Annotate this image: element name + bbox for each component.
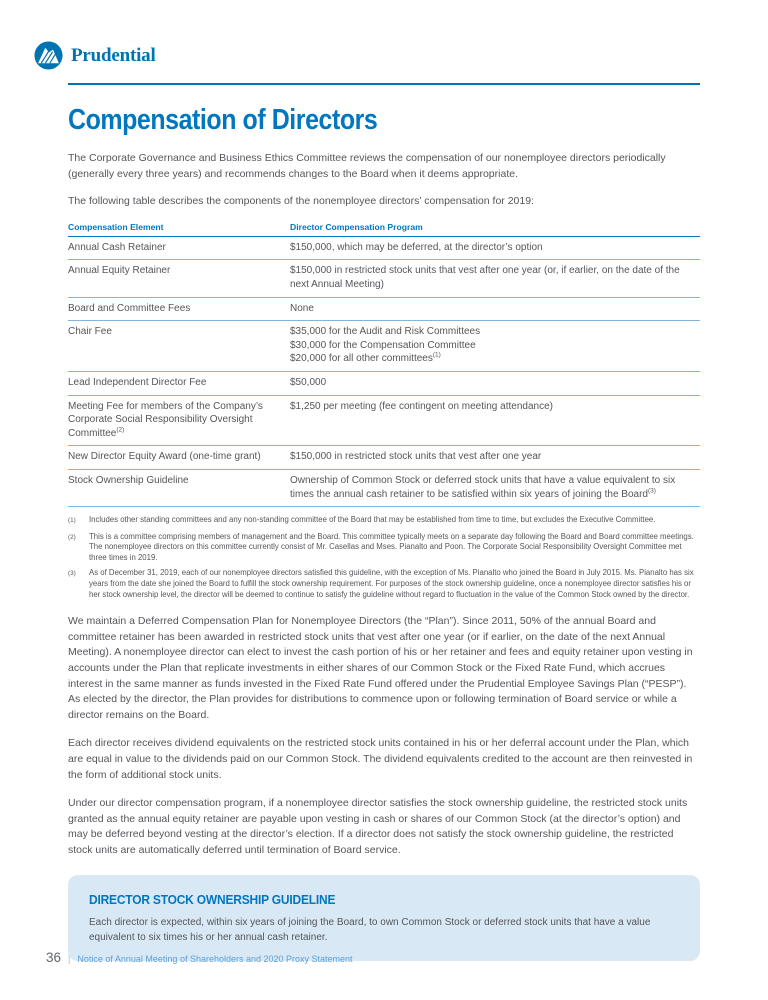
header-divider-rule [68,83,700,85]
column-header-compensation-element: Compensation Element [68,222,290,237]
paragraph-dividend-equivalents: Each director receives dividend equivalents on the restricted stock units contained in his or her deferral account under the Plan, which are equal in value to the dividends paid on our Common Stock. The dividend equivalents credited to the account are then reinvested in the form of additional stock units. [68,737,693,781]
main-content [68,104,700,961]
cell-program: $150,000 in restricted stock units that vest after one year [290,446,700,470]
callout-body: Each director is expected, within six years of joining the Board, to own Common Stock or deferred stock units that have a value equivalent to six times his or her annual cash retainer. [89,916,651,943]
footnote-marker: (2) [68,533,76,541]
fee-line: $35,000 for the Audit and Risk Committees [290,326,481,338]
cell-element: Meeting Fee for members of the Company’s Corporate Social Responsibility Oversight Committee$^{(2)}$ [68,395,290,446]
cell-program: None [290,297,700,321]
footnote-text: As of December 31, 2019, each of our nonemployee directors satisfied this guideline, with the exception of Ms. Pianalto who joined the Board in July 2015. Ms. Pianalto has six years from the date she joined the Board to fulfill the stock ownership requirement. For purposes of the stock ownership guideline, once a nonemployee director satisfies his or her stock ownership level, the director will be deemed to continue to satisfy the guideline without regard to fluctuation in the value of the Common Stock owned by the director. [89,568,694,599]
callout-title: DIRECTOR STOCK OWNERSHIP GUIDELINE [89,891,336,907]
intro-paragraph: The Corporate Governance and Business Ethics Committee reviews the compensation of our nonemployee directors periodically (generally every three years) and recommends changes to the Board when it deems appropriate. [68,152,666,180]
page-title: Compensation of Directors [68,104,378,136]
footnote-ref-2: (2) [116,426,125,434]
cell-element: Annual Equity Retainer [68,260,290,297]
cell-element: Lead Independent Director Fee [68,371,290,395]
director-stock-ownership-guideline-callout [68,875,700,961]
cell-element: Board and Committee Fees [68,297,290,321]
page-footer [46,950,353,965]
cell-element: Chair Fee [68,321,290,372]
cell-program: $150,000, which may be deferred, at the director’s option [290,236,700,260]
fee-line: $20,000 for all other committees$^{(1)}$ [290,352,441,365]
cell-element: Annual Cash Retainer [68,236,290,260]
footnote-3 [68,568,700,600]
table-row [68,321,700,372]
footnote-marker: (3) [68,570,76,578]
cell-program [290,321,700,372]
footnote-2 [68,532,700,564]
table-row [68,446,700,470]
footer-divider: | [68,954,71,964]
table-row [68,395,700,446]
footer-text: Notice of Annual Meeting of Shareholders and 2020 Proxy Statement [77,954,353,964]
table-row [68,469,700,506]
body-paragraphs [68,614,700,858]
footnotes-section [68,515,700,600]
table-row [68,297,700,321]
prudential-rock-logo-icon [34,41,63,70]
table-header-row [68,222,700,237]
brand-name: Prudential [71,44,156,66]
table-row [68,371,700,395]
table-lead-in: The following table describes the components of the nonemployee directors’ compensation for 2019: [68,195,534,208]
footnote-ref-1: (1) [432,352,441,360]
page-number: 36 [46,950,62,965]
column-header-director-compensation-program: Director Compensation Program [290,222,700,237]
brand-header [34,41,156,70]
footnote-ref-3: (3) [647,487,656,495]
footnote-text: Includes other standing committees and any non-standing committee of the Board that may be established from time to time, but excludes the Executive Committee. [89,515,656,525]
fee-line: $30,000 for the Compensation Committee [290,339,476,351]
footnote-1 [68,515,700,527]
paragraph-stock-ownership-guideline: Under our director compensation program, if a nonemployee director satisfies the stock ownership guideline, the restricted stock units granted as the annual equity retainer are payable upon vesting in cash or shares of our Common Stock (at the director’s option) and may be deferred beyond vesting at the director’s election. If a director does not satisfy the stock ownership guideline, the restricted stock units are automatically deferred until termination of Board service. [68,797,688,856]
cell-element: Stock Ownership Guideline [68,469,290,506]
cell-program: $150,000 in restricted stock units that vest after one year (or, if earlier, on the date of the next Annual Meeting) [290,260,700,297]
footnote-text: This is a committee comprising members of management and the Board. This committee typically meets on a separate day following the Board and Board committee meetings. The nonemployee directors on this committee currently consist of Mr. Casellas and Mses. Pianalto and Poon. The Corporate Social Responsibility Oversight Committee met three times in 2019. [89,531,694,562]
cell-program: $1,250 per meeting (fee contingent on meeting attendance) [290,395,700,446]
paragraph-deferred-compensation-plan: We maintain a Deferred Compensation Plan for Nonemployee Directors (the “Plan”). Since 2011, 50% of the annual Board and committee retainer has been awarded in restricted stock units that vest after one year (or if earlier, on the date of the next Annual Meeting). A nonemployee director can elect to invest the cash portion of his or her retainer and fees and equity retainer upon vesting in accounts under the Plan that replicate investments in either shares of our Common Stock or the Fixed Rate Fund, which accrues interest in the same manner as funds invested in the Fixed Rate Fund offered under the Prudential Employee Savings Plan (“PESP”). As elected by the director, the Plan provides for distributions to commence upon or following termination of Board service or while a director remains on the Board. [68,615,693,721]
cell-program: Ownership of Common Stock or deferred stock units that have a value equivalent to six times the annual cash retainer to be satisfied within six years of joining the Board$^{(3)}$ [290,469,700,506]
table-row [68,236,700,260]
director-compensation-table [68,222,700,507]
table-row [68,260,700,297]
cell-program: $50,000 [290,371,700,395]
cell-element: New Director Equity Award (one-time grant) [68,446,290,470]
footnote-marker: (1) [68,517,76,525]
